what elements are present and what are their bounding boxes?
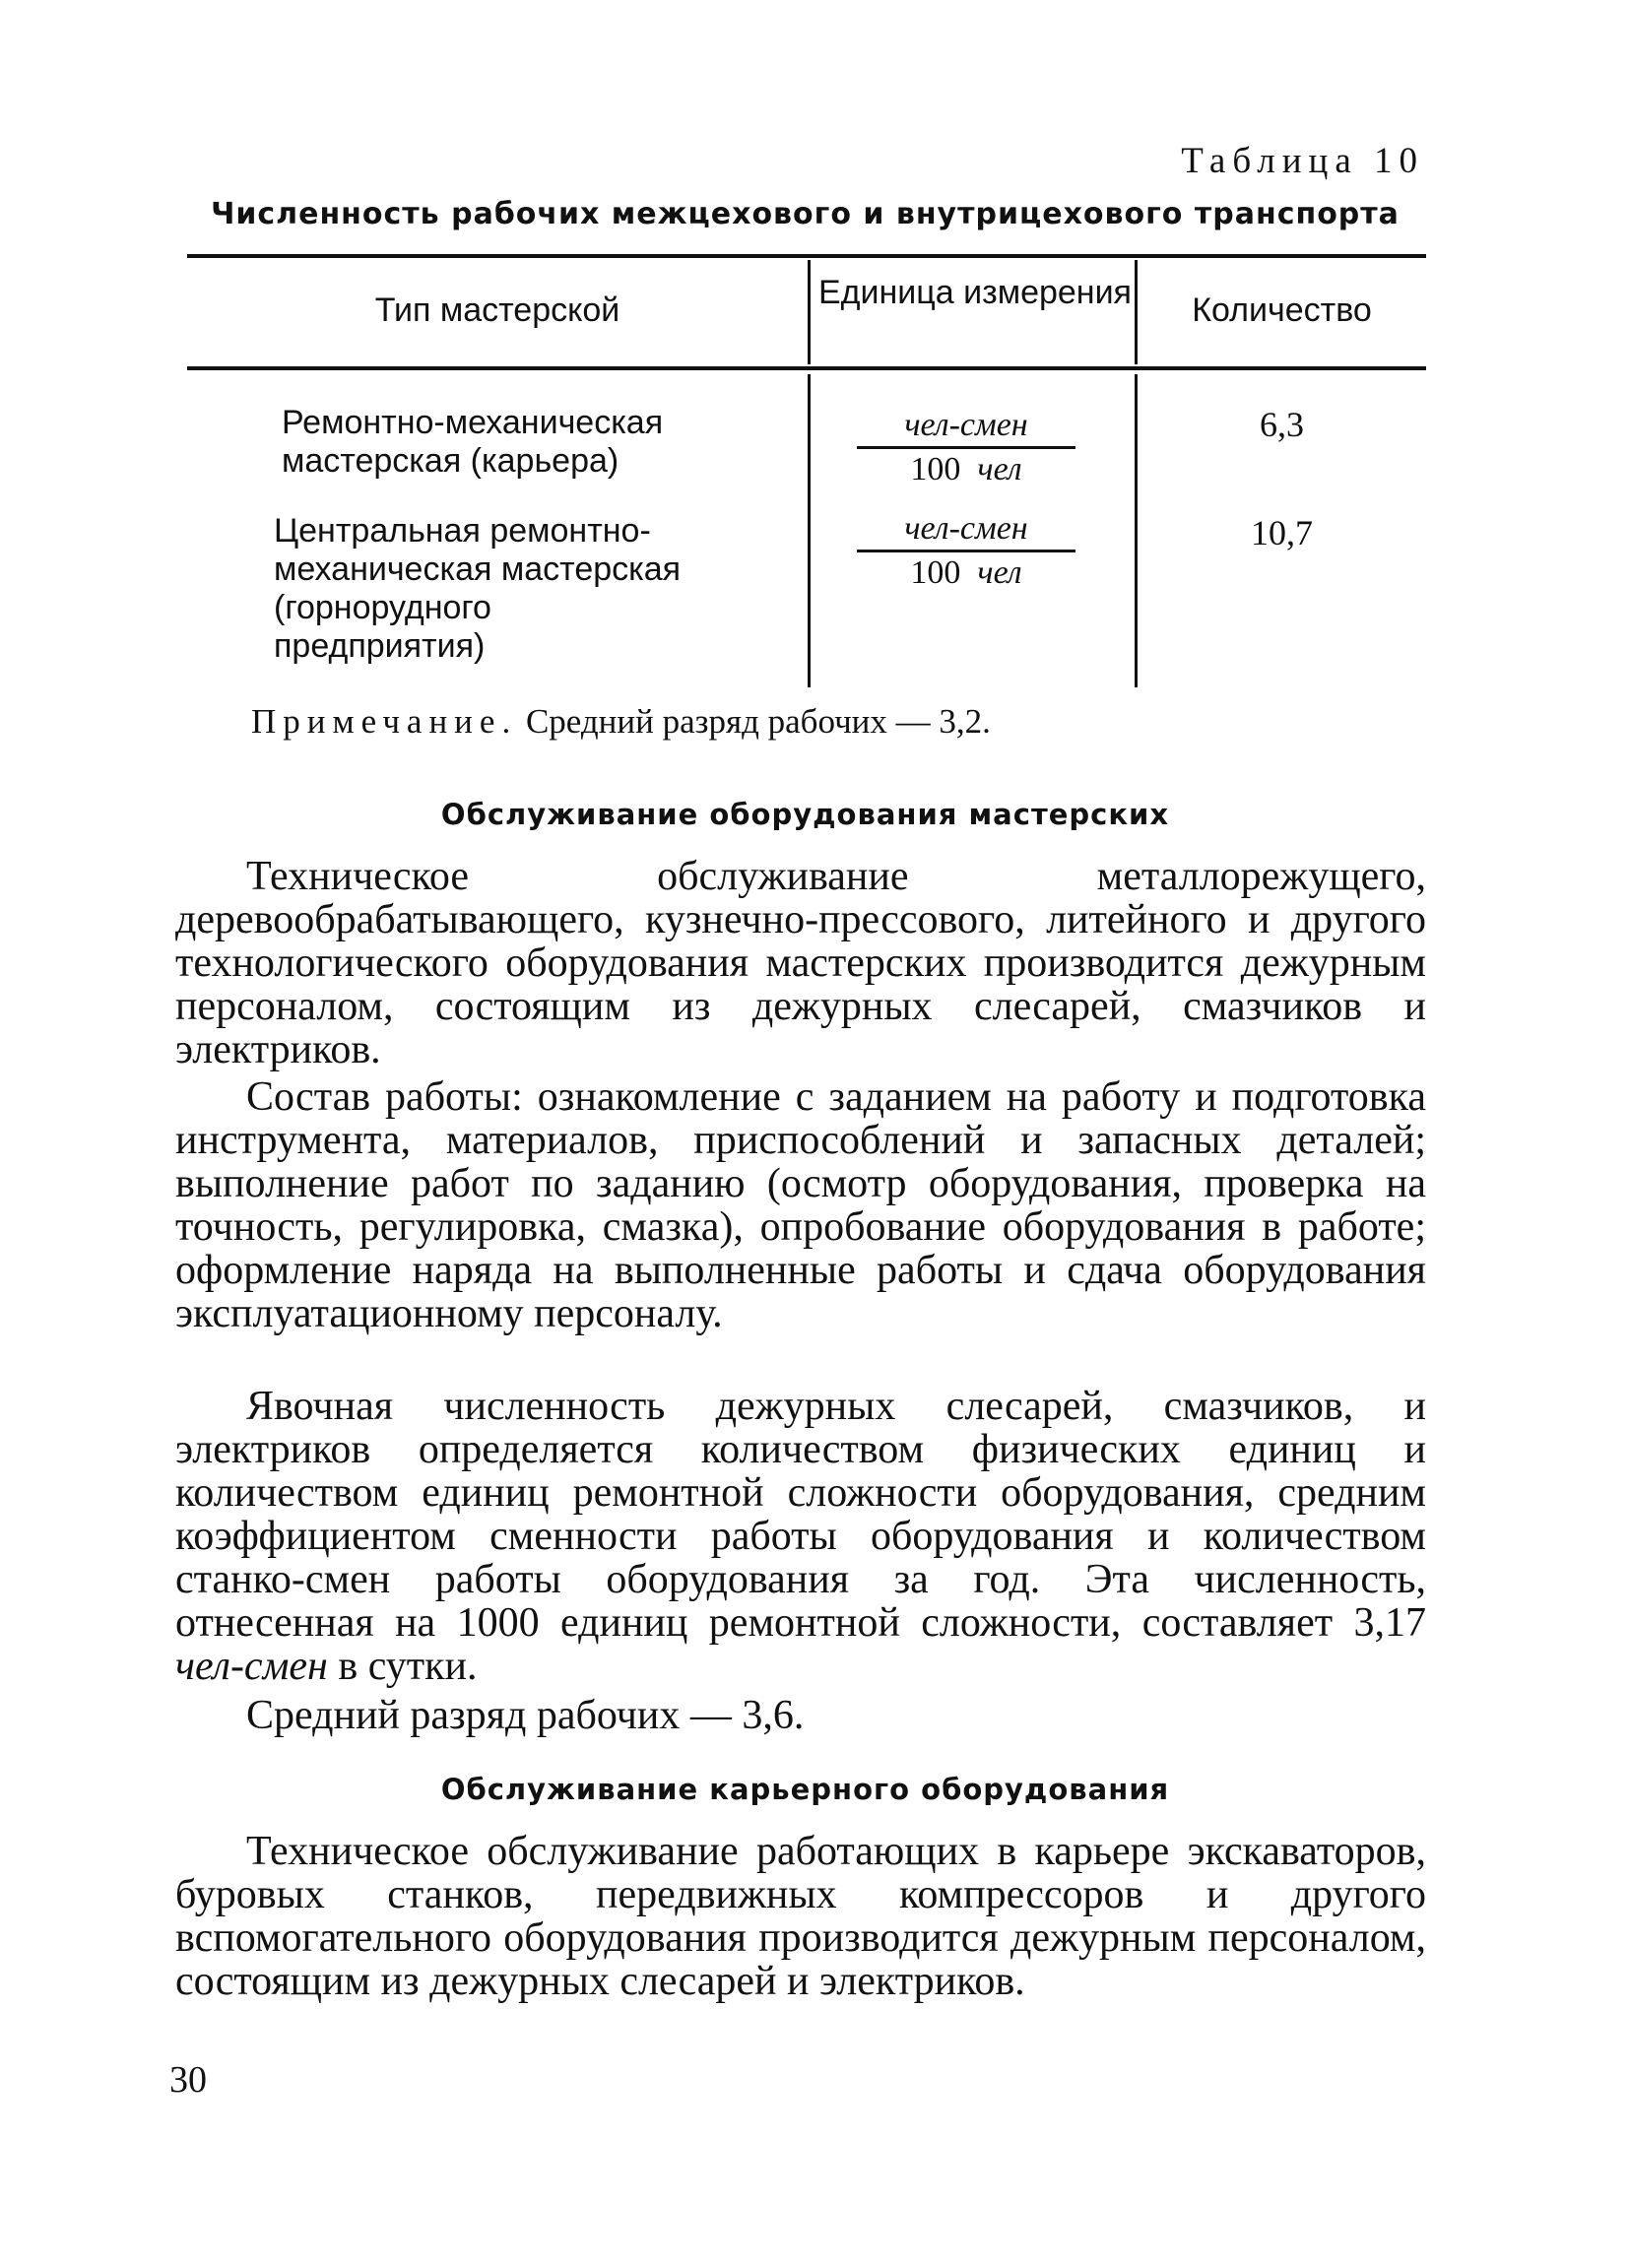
unit-denominator-unit: чел bbox=[977, 451, 1022, 487]
header-quantity: Количество bbox=[1192, 292, 1372, 329]
table-body-divider-1 bbox=[808, 374, 811, 687]
paragraph: Состав работы: ознакомление с заданием на работу и подготовка инструмента, материалов, приспособлений и запасных деталей; выполнение работ по заданию (осмотр оборудования, проверка на точность, регулировка, смазка), опробование оборудования в работе; оформление наряда на выполненные работы и сдача оборудования эксплуатационному персоналу. bbox=[175, 1074, 1426, 1336]
unit-denominator bbox=[857, 449, 1075, 488]
paragraph-unit: чел-смен bbox=[175, 1644, 328, 1689]
note-label: Примечание. bbox=[251, 702, 518, 741]
table-row-unit bbox=[857, 510, 1075, 592]
section-heading: Обслуживание оборудования мастерских bbox=[440, 798, 1170, 831]
note-text: Средний разряд рабочих — 3,2. bbox=[525, 702, 991, 741]
unit-numerator: чел-смен bbox=[857, 510, 1075, 552]
table-header-rule bbox=[187, 366, 1426, 370]
table-row-unit bbox=[857, 407, 1075, 488]
table-header-divider-1 bbox=[808, 260, 811, 364]
page-number: 30 bbox=[169, 2059, 207, 2101]
table-label: Таблица 10 bbox=[1181, 141, 1424, 181]
unit-numerator: чел-смен bbox=[857, 407, 1075, 449]
paragraph: Техническое обслуживание металлорежущего, деревообрабатывающего, кузнечно-прессового, литейного и другого технологического оборудования мастерских производится дежурным персоналом, состоящим из дежурных слесарей, смазчиков и электриков. bbox=[175, 854, 1426, 1072]
section-heading: Обслуживание карьерного оборудования bbox=[440, 1773, 1170, 1806]
paragraph bbox=[175, 1385, 1426, 1688]
paragraph: Средний разряд рабочих — 3,6. bbox=[246, 1693, 805, 1738]
paragraph-text: Явочная численность дежурных слесарей, смазчиков, и электриков определяется количеством физических единиц и количеством единиц ремонтной сложности оборудования, средним коэффициентом сменности работы оборудования и количеством станко-смен работы оборудования за год. Эта численность, отнесенная на 1000 единиц ремонтной сложности, составляет 3,17 bbox=[175, 1384, 1426, 1646]
unit-denominator-number: 100 bbox=[910, 554, 961, 591]
table-row-name: Ремонтно-механическая мастерская (карьера) bbox=[282, 404, 664, 480]
table-caption: Численность рабочих межцехового и внутрицехового транспорта bbox=[211, 197, 1400, 231]
header-unit: Единица измерения bbox=[818, 274, 1132, 311]
unit-denominator-unit: чел bbox=[977, 554, 1022, 591]
unit-denominator bbox=[857, 552, 1075, 592]
paragraph-text-end: в сутки. bbox=[338, 1644, 478, 1689]
table-row-name: Центральная ремонтно-механическая мастерская (горнорудного предприятия) bbox=[274, 512, 682, 665]
header-type: Тип мастерской bbox=[374, 292, 620, 329]
table-row-quantity: 10,7 bbox=[1251, 513, 1313, 552]
paragraph: Техническое обслуживание работающих в карьере экскаваторов, буровых станков, передвижных компрессоров и другого вспомогательного оборудования производится дежурным персоналом, состоящим из дежурных слесарей и электриков. bbox=[175, 1829, 1426, 2004]
table-row-quantity: 6,3 bbox=[1260, 405, 1304, 444]
data-table bbox=[187, 254, 1426, 687]
unit-denominator-number: 100 bbox=[910, 451, 961, 487]
table-top-rule bbox=[187, 254, 1426, 258]
table-note bbox=[251, 702, 991, 742]
